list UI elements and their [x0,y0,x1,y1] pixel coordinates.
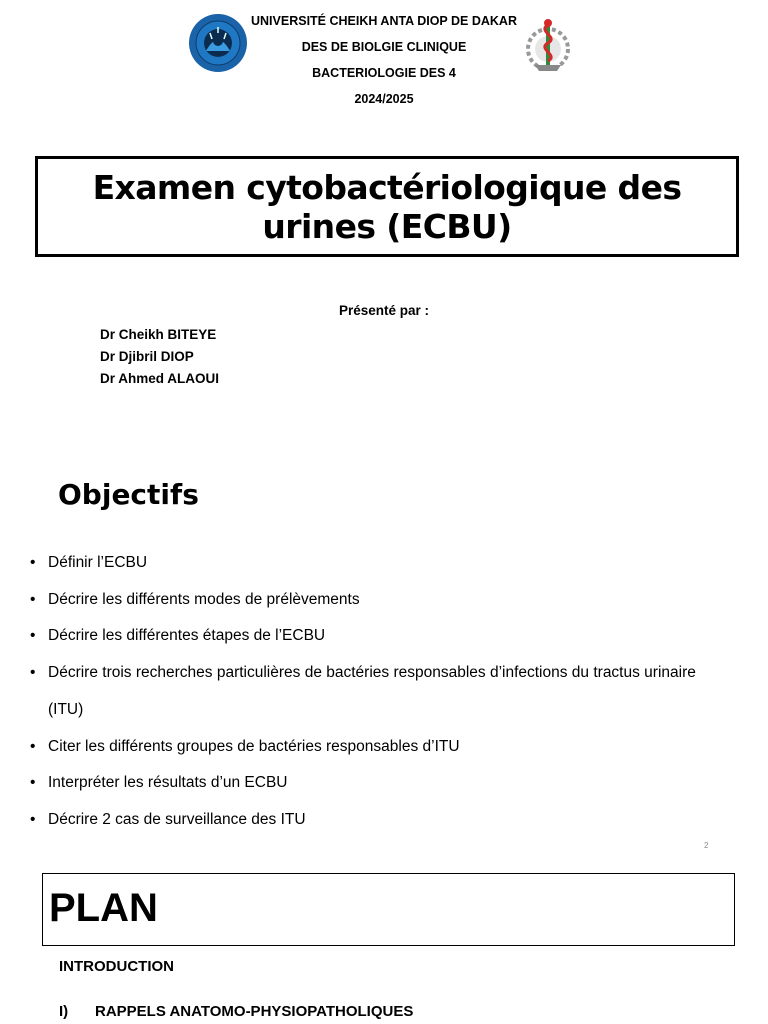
plan-introduction: INTRODUCTION [59,958,174,975]
list-item: • Citer les différents groupes de bactéries responsables d’ITU [30,729,730,766]
presented-by-label: Présenté par : [338,303,430,318]
list-item: • Décrire les différentes étapes de l’ECBU [30,618,730,655]
objectifs-list [30,545,730,839]
section-number: I) [59,1003,69,1020]
plan-section-1 [59,1003,413,1020]
page-number: 2 [704,841,709,850]
course-name: BACTERIOLOGIE DES 4 [312,66,456,80]
list-item: • Définir l’ECBU [30,545,730,582]
list-item: • Décrire trois recherches particulières de bactéries responsables d’infections du tractus urinaire (ITU) [30,655,730,728]
plan-heading: PLAN [49,886,158,930]
program-name: DES DE BIOLGIE CLINIQUE [301,40,467,54]
list-item: • Interpréter les résultats d’un ECBU [30,765,730,802]
medical-emblem-icon [519,15,577,75]
plan-box [42,873,735,946]
header [230,12,538,116]
document-title: Examen cytobactériologique des urines (ECBU) [92,167,682,246]
author: Dr Ahmed ALAOUI [100,371,220,386]
author: Dr Cheikh BITEYE [100,327,217,342]
title-box [35,156,739,257]
author: Dr Djibril DIOP [100,349,194,364]
university-name: UNIVERSITÉ CHEIKH ANTA DIOP DE DAKAR [251,14,517,28]
academic-year: 2024/2025 [354,92,414,106]
list-item: • Décrire 2 cas de surveillance des ITU [30,802,730,839]
section-label: RAPPELS ANATOMO-PHYSIOPATHOLIQUES [95,1003,414,1020]
list-item: • Décrire les différents modes de prélèvements [30,582,730,619]
authors-list [100,325,219,391]
objectifs-heading: Objectifs [58,478,199,511]
